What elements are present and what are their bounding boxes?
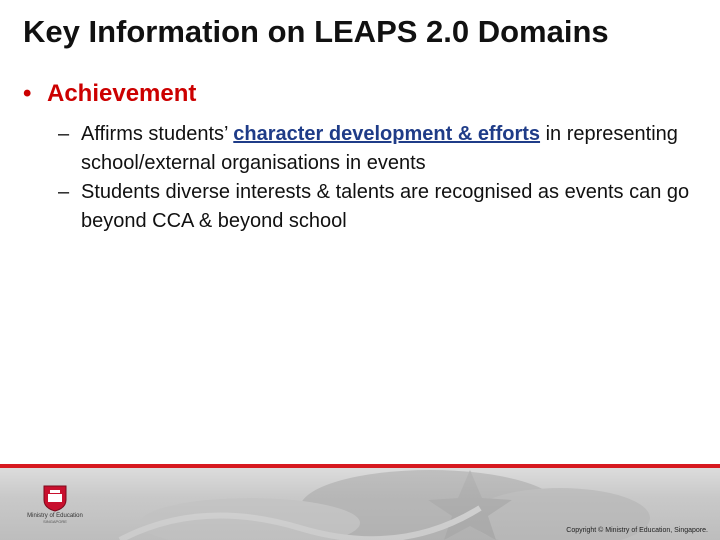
slide-title: Key Information on LEAPS 2.0 Domains bbox=[23, 14, 609, 49]
sub-bullet-item bbox=[58, 178, 698, 236]
dash-marker: – bbox=[58, 123, 70, 145]
sub-bullet-text-after: in representing school/external organisations in events bbox=[81, 123, 678, 174]
sub-bullet-item bbox=[58, 120, 698, 178]
moe-logo bbox=[22, 484, 88, 538]
bullet-achievement bbox=[23, 80, 196, 108]
copyright-text: Copyright © Ministry of Education, Singapore. bbox=[566, 527, 708, 534]
sub-bullet-text: Students diverse interests & talents are recognised as events can go beyond CCA & beyond school bbox=[81, 181, 690, 232]
highlighted-phrase: character development & efforts bbox=[233, 123, 541, 145]
sub-bullet-list bbox=[58, 120, 698, 236]
footer-banner bbox=[0, 464, 720, 540]
bullet-marker: • bbox=[23, 80, 32, 107]
sub-bullet-text-before: Affirms students’ bbox=[81, 123, 234, 145]
crest-icon bbox=[42, 484, 68, 512]
dash-marker: – bbox=[58, 181, 70, 203]
logo-subtext: SINGAPORE bbox=[43, 519, 67, 524]
bullet-label: Achievement bbox=[47, 80, 197, 107]
logo-text: Ministry of Education bbox=[27, 513, 83, 519]
